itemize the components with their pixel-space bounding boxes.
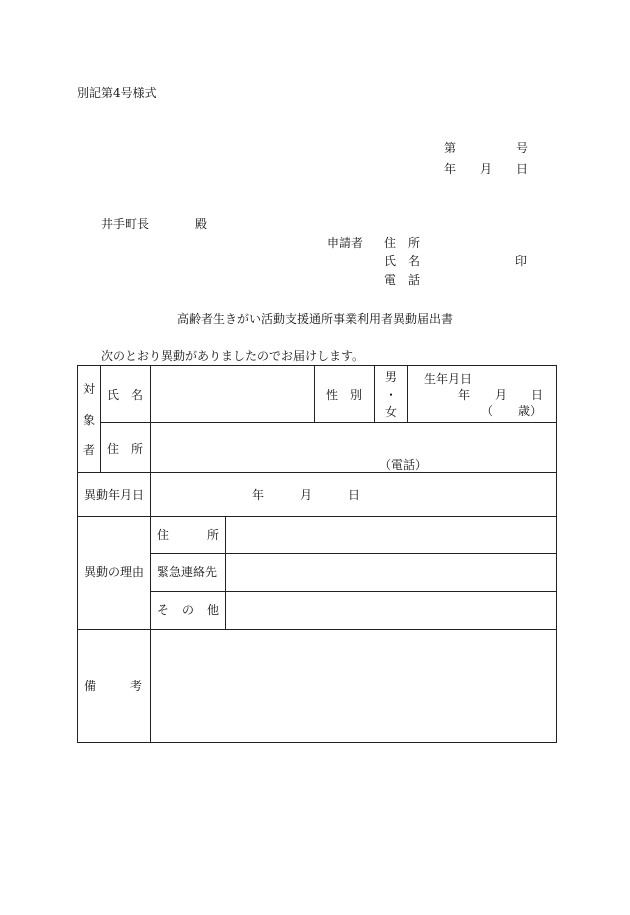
applicant-phone-label: 電 話 [384,273,421,287]
birth-day-unit: 日 [531,388,544,402]
gender-male: 男 [385,370,398,384]
recipient-name: 井手町長 [101,217,150,231]
applicant-label: 申請者 [327,236,364,250]
intro-text: 次のとおり異動がありましたのでお届けします。 [101,349,365,363]
recipient-honorific: 殿 [195,217,208,231]
gender-female: 女 [385,405,398,419]
col-divider [100,366,101,472]
address-label: 住 所 [107,442,144,456]
age-unit: 歳） [518,404,543,418]
birth-month-unit: 月 [495,388,508,402]
change-date-label: 異動年月日 [84,488,145,502]
date-year: 年 [444,162,457,176]
name-label: 氏 名 [107,388,144,402]
change-date-month-unit: 月 [300,488,313,502]
col-divider [150,366,151,742]
col-divider [374,366,375,422]
phone-note: （電話） [379,458,428,472]
age-open: （ [481,404,494,418]
birth-year-unit: 年 [458,388,471,402]
subject-char: 者 [83,443,96,457]
applicant-address-label: 住 所 [384,236,421,250]
reason-label: 異動の理由 [84,565,145,579]
reason-emergency-contact: 緊急連絡先 [157,565,218,579]
application-table [77,365,557,743]
reason-other: そ の 他 [157,603,219,617]
row-divider [100,422,556,423]
date-month: 月 [480,162,493,176]
col-divider [407,366,408,422]
document-title: 高齢者生きがい活動支援通所事業利用者異動届出書 [177,312,454,326]
subject-char: 対 [83,382,96,396]
doc-number-dai: 第 [444,141,457,155]
col-divider [314,366,315,422]
gender-label: 性 別 [326,388,363,402]
subject-char: 象 [83,413,96,427]
change-date-year-unit: 年 [252,488,265,502]
row-divider [150,591,556,592]
row-divider [150,553,556,554]
gender-separator: ・ [385,388,398,402]
seal-mark: 印 [515,254,528,268]
applicant-name-label: 氏 名 [384,254,421,268]
remarks-label: 備 考 [84,679,142,693]
col-divider [225,516,226,629]
reason-address: 住 所 [157,528,219,542]
birth-label: 生年月日 [424,372,473,386]
form-code: 別記第4号様式 [77,86,157,100]
change-date-day-unit: 日 [348,488,361,502]
date-day: 日 [516,162,529,176]
doc-number-go: 号 [516,141,529,155]
